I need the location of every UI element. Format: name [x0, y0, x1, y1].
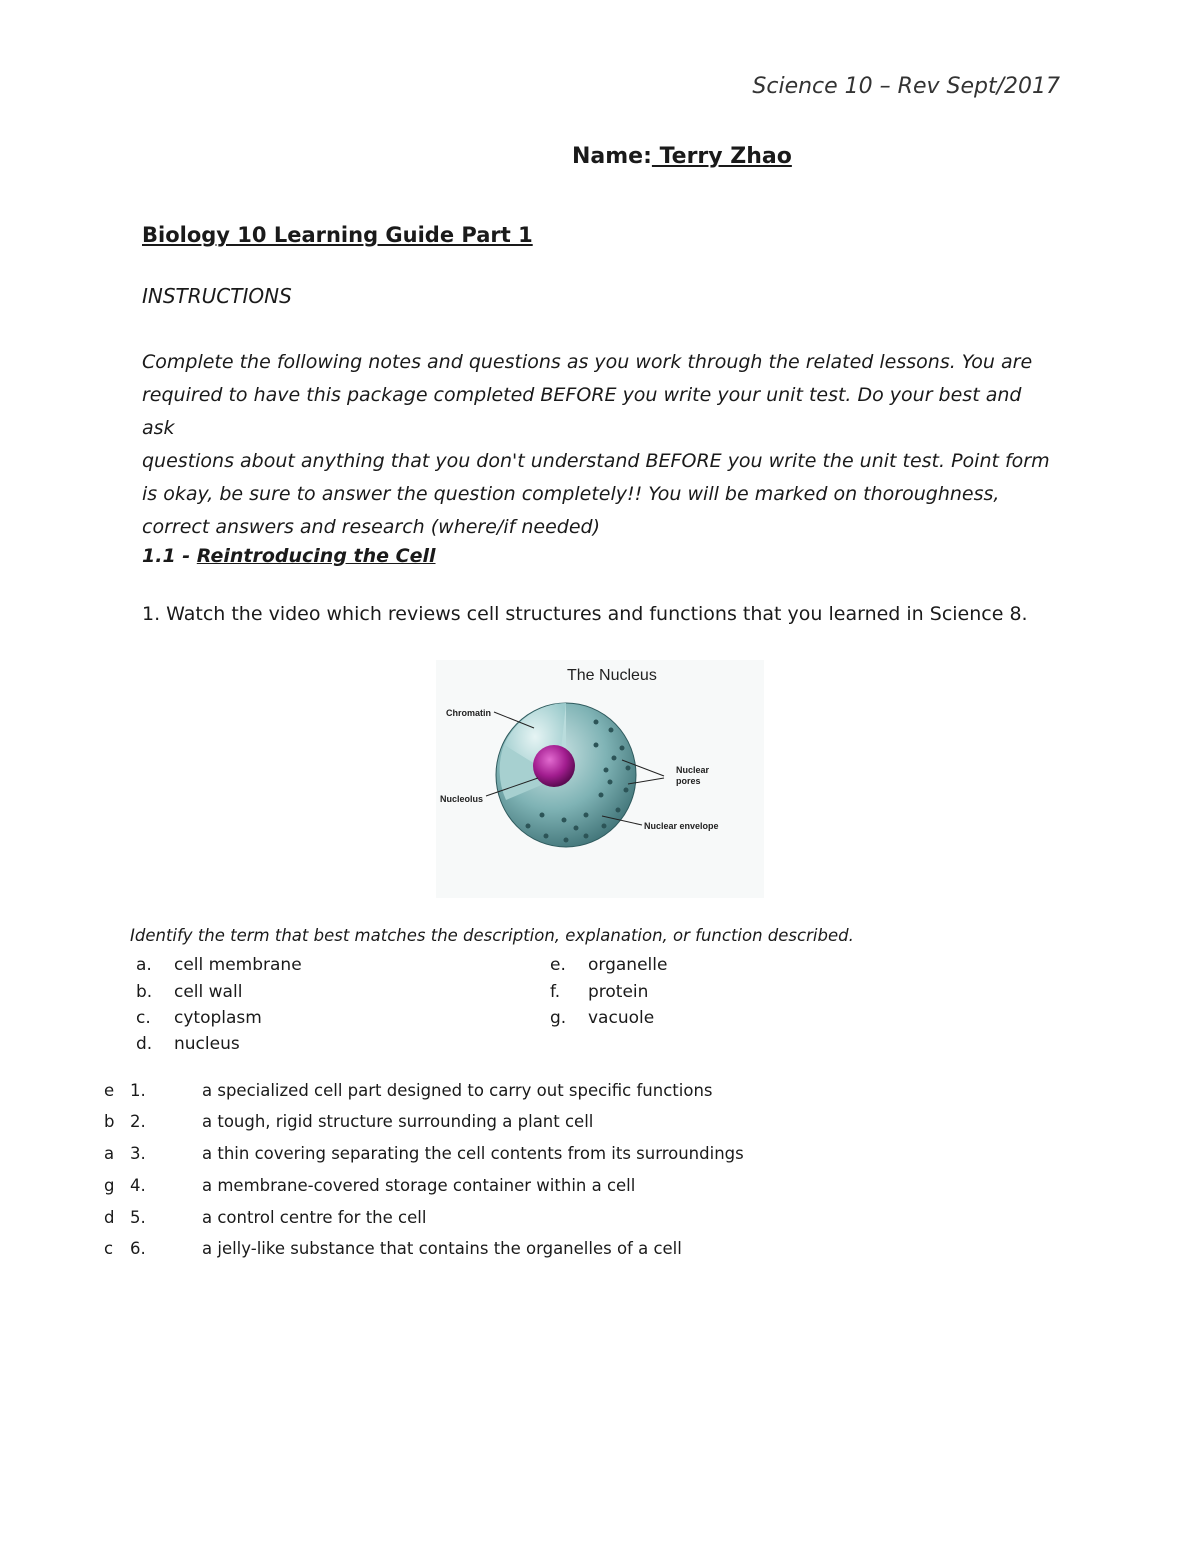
label-nucleolus: Nucleolus [440, 794, 484, 804]
section-title: Reintroducing the Cell [196, 545, 436, 567]
label-nuclear-pores-1: Nuclear [676, 765, 710, 775]
nucleus-diagram [436, 660, 764, 898]
instructions-line: is okay, be sure to answer the question completely!! You will be marked on thoroughness, [142, 483, 1000, 505]
question-number: 4. [130, 1176, 146, 1195]
instructions-heading: INSTRUCTIONS [142, 284, 292, 308]
answer-row [104, 1138, 744, 1169]
label-nuclear-envelope: Nuclear envelope [644, 821, 719, 831]
term-text: cell wall [174, 982, 243, 1002]
answer-row [104, 1170, 635, 1201]
term-text: vacuole [588, 1008, 655, 1028]
term-letter: a. [136, 955, 152, 975]
answer-row [104, 1233, 682, 1264]
document-title: Biology 10 Learning Guide Part 1 [142, 223, 533, 247]
term-item [136, 952, 302, 978]
term-item [550, 952, 667, 978]
section-heading [142, 545, 436, 567]
label-chromatin: Chromatin [446, 708, 491, 718]
term-item [550, 979, 648, 1005]
term-text: cytoplasm [174, 1008, 262, 1028]
identify-prompt: Identify the term that best matches the description, explanation, or function described. [130, 926, 854, 945]
instructions-line: required to have this package completed BEFORE you write your unit test. Do your best and ask [142, 384, 1022, 439]
answer-row [104, 1075, 713, 1106]
term-item [136, 979, 242, 1005]
question-text: a thin covering separating the cell contents from its surroundings [202, 1144, 744, 1163]
question-text: a membrane-covered storage container within a cell [202, 1176, 636, 1195]
term-text: cell membrane [174, 955, 302, 975]
label-nuclear-pores-2: pores [676, 776, 701, 786]
term-text: protein [588, 982, 649, 1002]
instructions-paragraph [142, 346, 1057, 544]
answer-letter: g [104, 1176, 115, 1195]
question-text: a specialized cell part designed to carry out specific functions [202, 1081, 713, 1100]
question-1: 1. Watch the video which reviews cell structures and functions that you learned in Science 8. [142, 603, 1028, 625]
instructions-line: Complete the following notes and questions as you work through the related lessons. You are [142, 351, 1033, 373]
question-text: a control centre for the cell [202, 1208, 427, 1227]
question-number: 5. [130, 1208, 146, 1227]
answer-letter: a [104, 1144, 115, 1163]
term-item [550, 1005, 654, 1031]
term-letter: g. [550, 1008, 567, 1028]
question-number: 3. [130, 1144, 146, 1163]
question-text: a tough, rigid structure surrounding a plant cell [202, 1112, 594, 1131]
term-text: nucleus [174, 1034, 240, 1054]
answer-row [104, 1202, 426, 1233]
student-name-line [572, 144, 792, 169]
instructions-line: correct answers and research (where/if needed) [142, 516, 600, 538]
term-letter: f. [550, 982, 561, 1002]
nucleus-illustration [436, 660, 764, 898]
question-number: 1. [130, 1081, 146, 1100]
term-letter: c. [136, 1008, 151, 1028]
term-text: organelle [588, 955, 668, 975]
name-value: Terry Zhao [651, 144, 792, 169]
question-number: 2. [130, 1112, 146, 1131]
question-text: a jelly-like substance that contains the organelles of a cell [202, 1239, 682, 1258]
question-number: 6. [130, 1239, 146, 1258]
answer-letter: c [104, 1239, 114, 1258]
term-item [136, 1005, 262, 1031]
page-header: Science 10 – Rev Sept/2017 [752, 74, 1060, 99]
term-letter: d. [136, 1034, 153, 1054]
figure-title: The Nucleus [567, 667, 657, 684]
section-number: 1.1 - [142, 545, 197, 567]
name-label: Name: [572, 144, 652, 169]
answer-letter: d [104, 1208, 115, 1227]
answer-row [104, 1106, 593, 1137]
answer-letter: e [104, 1081, 115, 1100]
answer-letter: b [104, 1112, 115, 1131]
term-letter: b. [136, 982, 153, 1002]
instructions-line: questions about anything that you don't understand BEFORE you write the unit test. Point form [142, 450, 1050, 472]
term-letter: e. [550, 955, 566, 975]
term-item [136, 1031, 240, 1057]
